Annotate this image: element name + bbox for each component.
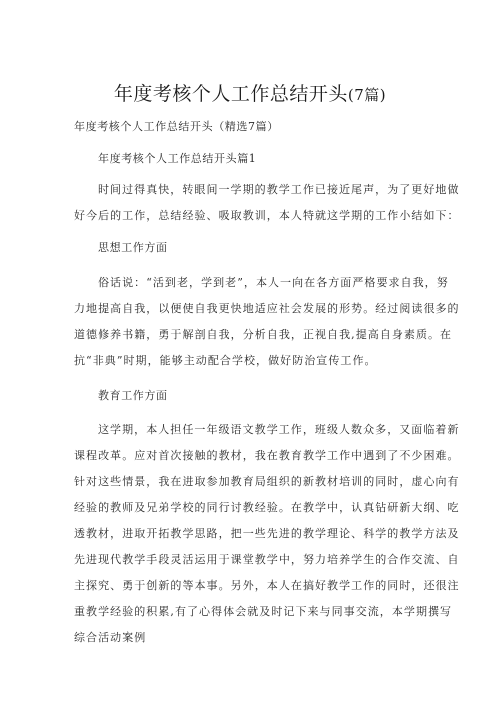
paragraph-line: 重教学经验的积累,有了心得体会就及时记下来与同事交流，本学期撰写 <box>74 605 453 618</box>
paragraph-line: 抗“非典”时期，能够主动配合学校，做好防治宣传工作。 <box>74 354 377 367</box>
intro-line: 好今后的工作，总结经验、吸取教训，本人特就这学期的工作小结如下： <box>74 209 460 222</box>
paragraph-line: 经验的教师及兄弟学校的同行讨教经验。在教学中，认真钻研新大纲、吃 <box>74 501 460 514</box>
title-text: 年度考核个人工作总结开头 <box>113 83 348 105</box>
paragraph-line: 道德修养书籍，勇于解剖自我，分析自我，正视自我,提高自身素质。在 <box>74 328 453 341</box>
section-heading-education: 教育工作方面 <box>98 389 168 402</box>
paragraph-line: 这学期，本人担任一年级语文教学工作，班级人数众多，又面临着新 <box>98 423 460 436</box>
part-heading: 年度考核个人工作总结开头篇1 <box>98 152 257 165</box>
intro-line: 时间过得真快，转眼间一学期的教学工作已接近尾声，为了更好地做 <box>98 183 460 196</box>
paragraph-line: 力地提高自我，以便使自我更快地适应社会发展的形势。经过阅读很多的 <box>74 302 460 315</box>
paragraph-line: 俗话说：“活到老，学到老”，本人一向在各方面严格要求自我，努 <box>98 276 449 289</box>
paragraph-line: 课程改革。应对首次接触的教材，我在教育教学工作中遇到了不少困难。 <box>74 449 460 462</box>
document-subtitle: 年度考核个人工作总结开头（精选7篇） <box>74 120 279 133</box>
document-title <box>0 82 500 107</box>
paragraph-line: 针对这些情景，我在进取参加教育局组织的新教材培训的同时，虚心向有 <box>74 475 460 488</box>
paragraph-line: 先进现代教学手段灵活运用于课堂教学中，努力培养学生的合作交流、自 <box>74 553 460 566</box>
paragraph-line: 综合活动案例 <box>74 631 147 644</box>
title-suffix: (7篇) <box>347 86 387 104</box>
paragraph-line: 透教材，进取开拓教学思路，把一些先进的教学理论、科学的教学方法及 <box>74 527 460 540</box>
section-heading-thought: 思想工作方面 <box>98 241 168 254</box>
paragraph-line: 主探究、勇于创新的等本事。另外，本人在搞好教学工作的同时，还很注 <box>74 579 460 592</box>
